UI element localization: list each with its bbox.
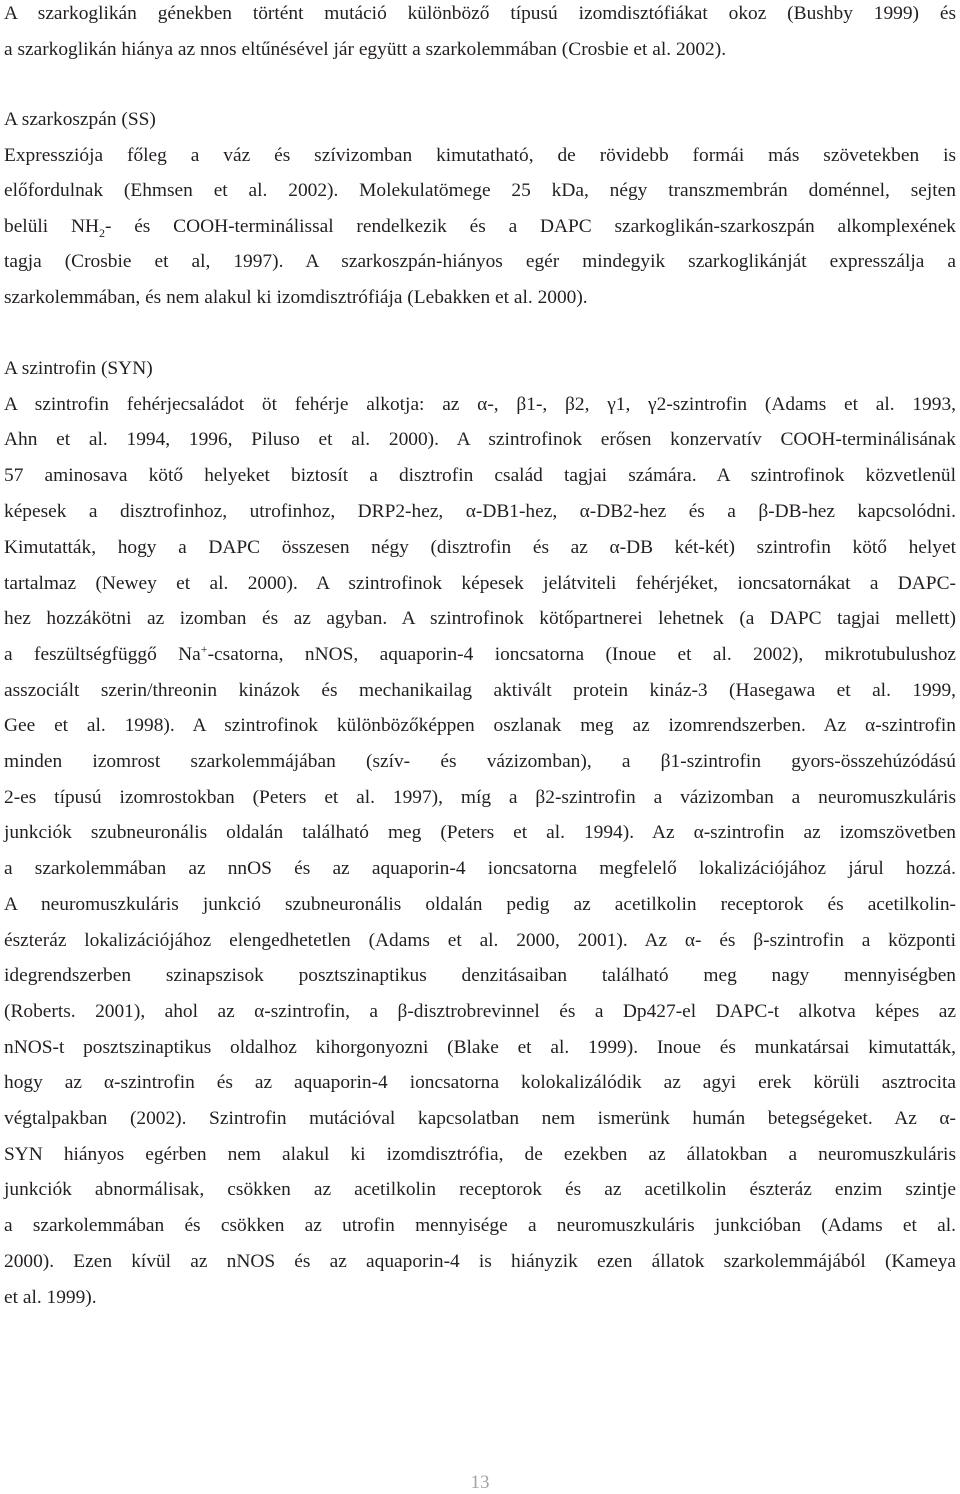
syn-line-2: Ahn et al. 1994, 1996, Piluso et al. 2000). A szintrofinok erősen konzervatív COOH-terminálisának	[4, 429, 956, 450]
intro-line-1: A szarkoglikán génekben történt mutáció különböző típusú izomdisztófiákat okoz (Bushby 1999) és	[4, 3, 956, 24]
syn-line-4: képesek a disztrofinhoz, utrofinhoz, DRP2-hez, α-DB1-hez, α-DB2-hez és a β-DB-hez kapcsolódni.	[4, 501, 956, 522]
syn-line-11: 2-es típusú izomrostokban (Peters et al. 1997), míg a β2-szintrofin a vázizomban a neuromuszkuláris	[4, 787, 956, 808]
intro-line-2: a szarkoglikán hiánya az nnos eltűnésével jár együtt a szarkolemmában (Crosbie et al. 2002).	[4, 39, 727, 60]
syn-line-16: idegrendszerben szinapszisok posztszinaptikus denzitásaiban található meg nagy mennyiségben	[4, 965, 956, 986]
page-number: 13	[470, 1472, 490, 1493]
ss-line-2: előfordulnak (Ehmsen et al. 2002). Molekulatömege 25 kDa, négy transzmembrán doménnel, sejten	[4, 180, 956, 201]
ss-line-3: tagja (Crosbie et al, 1997). A szarkoszpán-hiányos egér mindegyik szarkoglikánját expresszálja a	[4, 251, 956, 272]
syn-line-22: junkciók abnormálisak, csökken az acetilkolin receptorok és az acetilkolin észteráz enzim szintje	[4, 1179, 956, 1200]
ss-nh-pre: belüli NH	[4, 216, 99, 237]
syn-line-8: asszociált szerin/threonin kinázok és mechanikailag aktivált protein kináz-3 (Hasegawa et al. 1999,	[4, 680, 956, 701]
ss-line-4: szarkolemmában, és nem alakul ki izomdisztrófiája (Lebakken et al. 2000).	[4, 287, 588, 308]
syn-line-6: tartalmaz (Newey et al. 2000). A szintrofinok képesek jelátviteli fehérjéket, ioncsatornákat a DAPC-	[4, 573, 956, 594]
syn-na-post: -csatorna, nNOS, aquaporin-4 ioncsatorna (Inoue et al. 2002), mikrotubulushoz	[207, 644, 957, 665]
syn-line-na	[4, 643, 956, 667]
syn-line-21: SYN hiányos egérben nem alakul ki izomdisztrófia, de ezekben az állatokban a neuromuszkuláris	[4, 1144, 956, 1165]
syn-line-10: minden izomrost szarkolemmájában (szív- és vázizomban), a β1-szintrofin gyors-összehúzódású	[4, 751, 956, 772]
syn-line-15: észteráz lokalizációjához elengedhetetlen (Adams et al. 2000, 2001). Az α- és β-szintrofin a központi	[4, 930, 956, 951]
syn-line-24: 2000). Ezen kívül az nNOS és az aquaporin-4 is hiányzik ezen állatok szarkolemmájából (Kameya	[4, 1251, 956, 1272]
syn-line-1: A szintrofin fehérjecsaládot öt fehérje alkotja: az α-, β1-, β2, γ1, γ2-szintrofin (Adams et al. 1993,	[4, 394, 956, 415]
syn-line-12: junkciók szubneuronális oldalán található meg (Peters et al. 1994). Az α-szintrofin az izomszövetben	[4, 822, 956, 843]
syn-line-9: Gee et al. 1998). A szintrofinok különbözőképpen oszlanak meg az izomrendszerben. Az α-szintrofin	[4, 715, 956, 736]
syn-line-17: (Roberts. 2001), ahol az α-szintrofin, a β-disztrobrevinnel és a Dp427-el DAPC-t alkotva képes az	[4, 1001, 956, 1022]
syn-line-18: nNOS-t posztszinaptikus oldalhoz kihorgonyozni (Blake et al. 1999). Inoue és munkatársai kimutatták,	[4, 1037, 956, 1058]
syn-line-25: et al. 1999).	[4, 1287, 97, 1308]
syn-line-3: 57 aminosava kötő helyeket biztosít a disztrofin család tagjai számára. A szintrofinok közvetlenül	[4, 465, 956, 486]
syn-line-14: A neuromuszkuláris junkció szubneuronális oldalán pedig az acetilkolin receptorok és acetilkolin-	[4, 894, 956, 915]
section-heading-syn: A szintrofin (SYN)	[4, 358, 153, 379]
syn-line-5: Kimutatták, hogy a DAPC összesen négy (disztrofin és az α-DB két-két) szintrofin kötő helyet	[4, 537, 956, 558]
syn-line-23: a szarkolemmában és csökken az utrofin mennyisége a neuromuszkuláris junkcióban (Adams et al.	[4, 1215, 956, 1236]
syn-na-pre: a feszültségfüggő Na	[4, 644, 201, 665]
ss-line-nh	[4, 215, 956, 239]
ss-nh-post: - és COOH-terminálissal rendelkezik és a DAPC szarkoglikán-szarkoszpán alkomplexének	[104, 216, 956, 237]
syn-line-13: a szarkolemmában az nnOS és az aquaporin-4 ioncsatorna megfelelő lokalizációjához járul hozzá.	[4, 858, 956, 879]
syn-line-19: hogy az α-szintrofin és az aquaporin-4 ioncsatorna kolokalizálódik az agyi erek körüli asztrocita	[4, 1072, 956, 1093]
syn-na-superscript: +	[200, 642, 208, 656]
syn-line-7: hez hozzákötni az izomban és az agyban. A szintrofinok kötőpartnerei lehetnek (a DAPC tagjai mellett)	[4, 608, 956, 629]
ss-nh-subscript: 2	[98, 226, 105, 240]
syn-line-20: végtalpakban (2002). Szintrofin mutációval kapcsolatban nem ismerünk humán betegségeket. Az α-	[4, 1108, 956, 1129]
ss-line-1: Expressziója főleg a váz és szívizomban kimutatható, de rövidebb formái más szövetekben is	[4, 145, 956, 166]
section-heading-ss: A szarkoszpán (SS)	[4, 109, 156, 130]
